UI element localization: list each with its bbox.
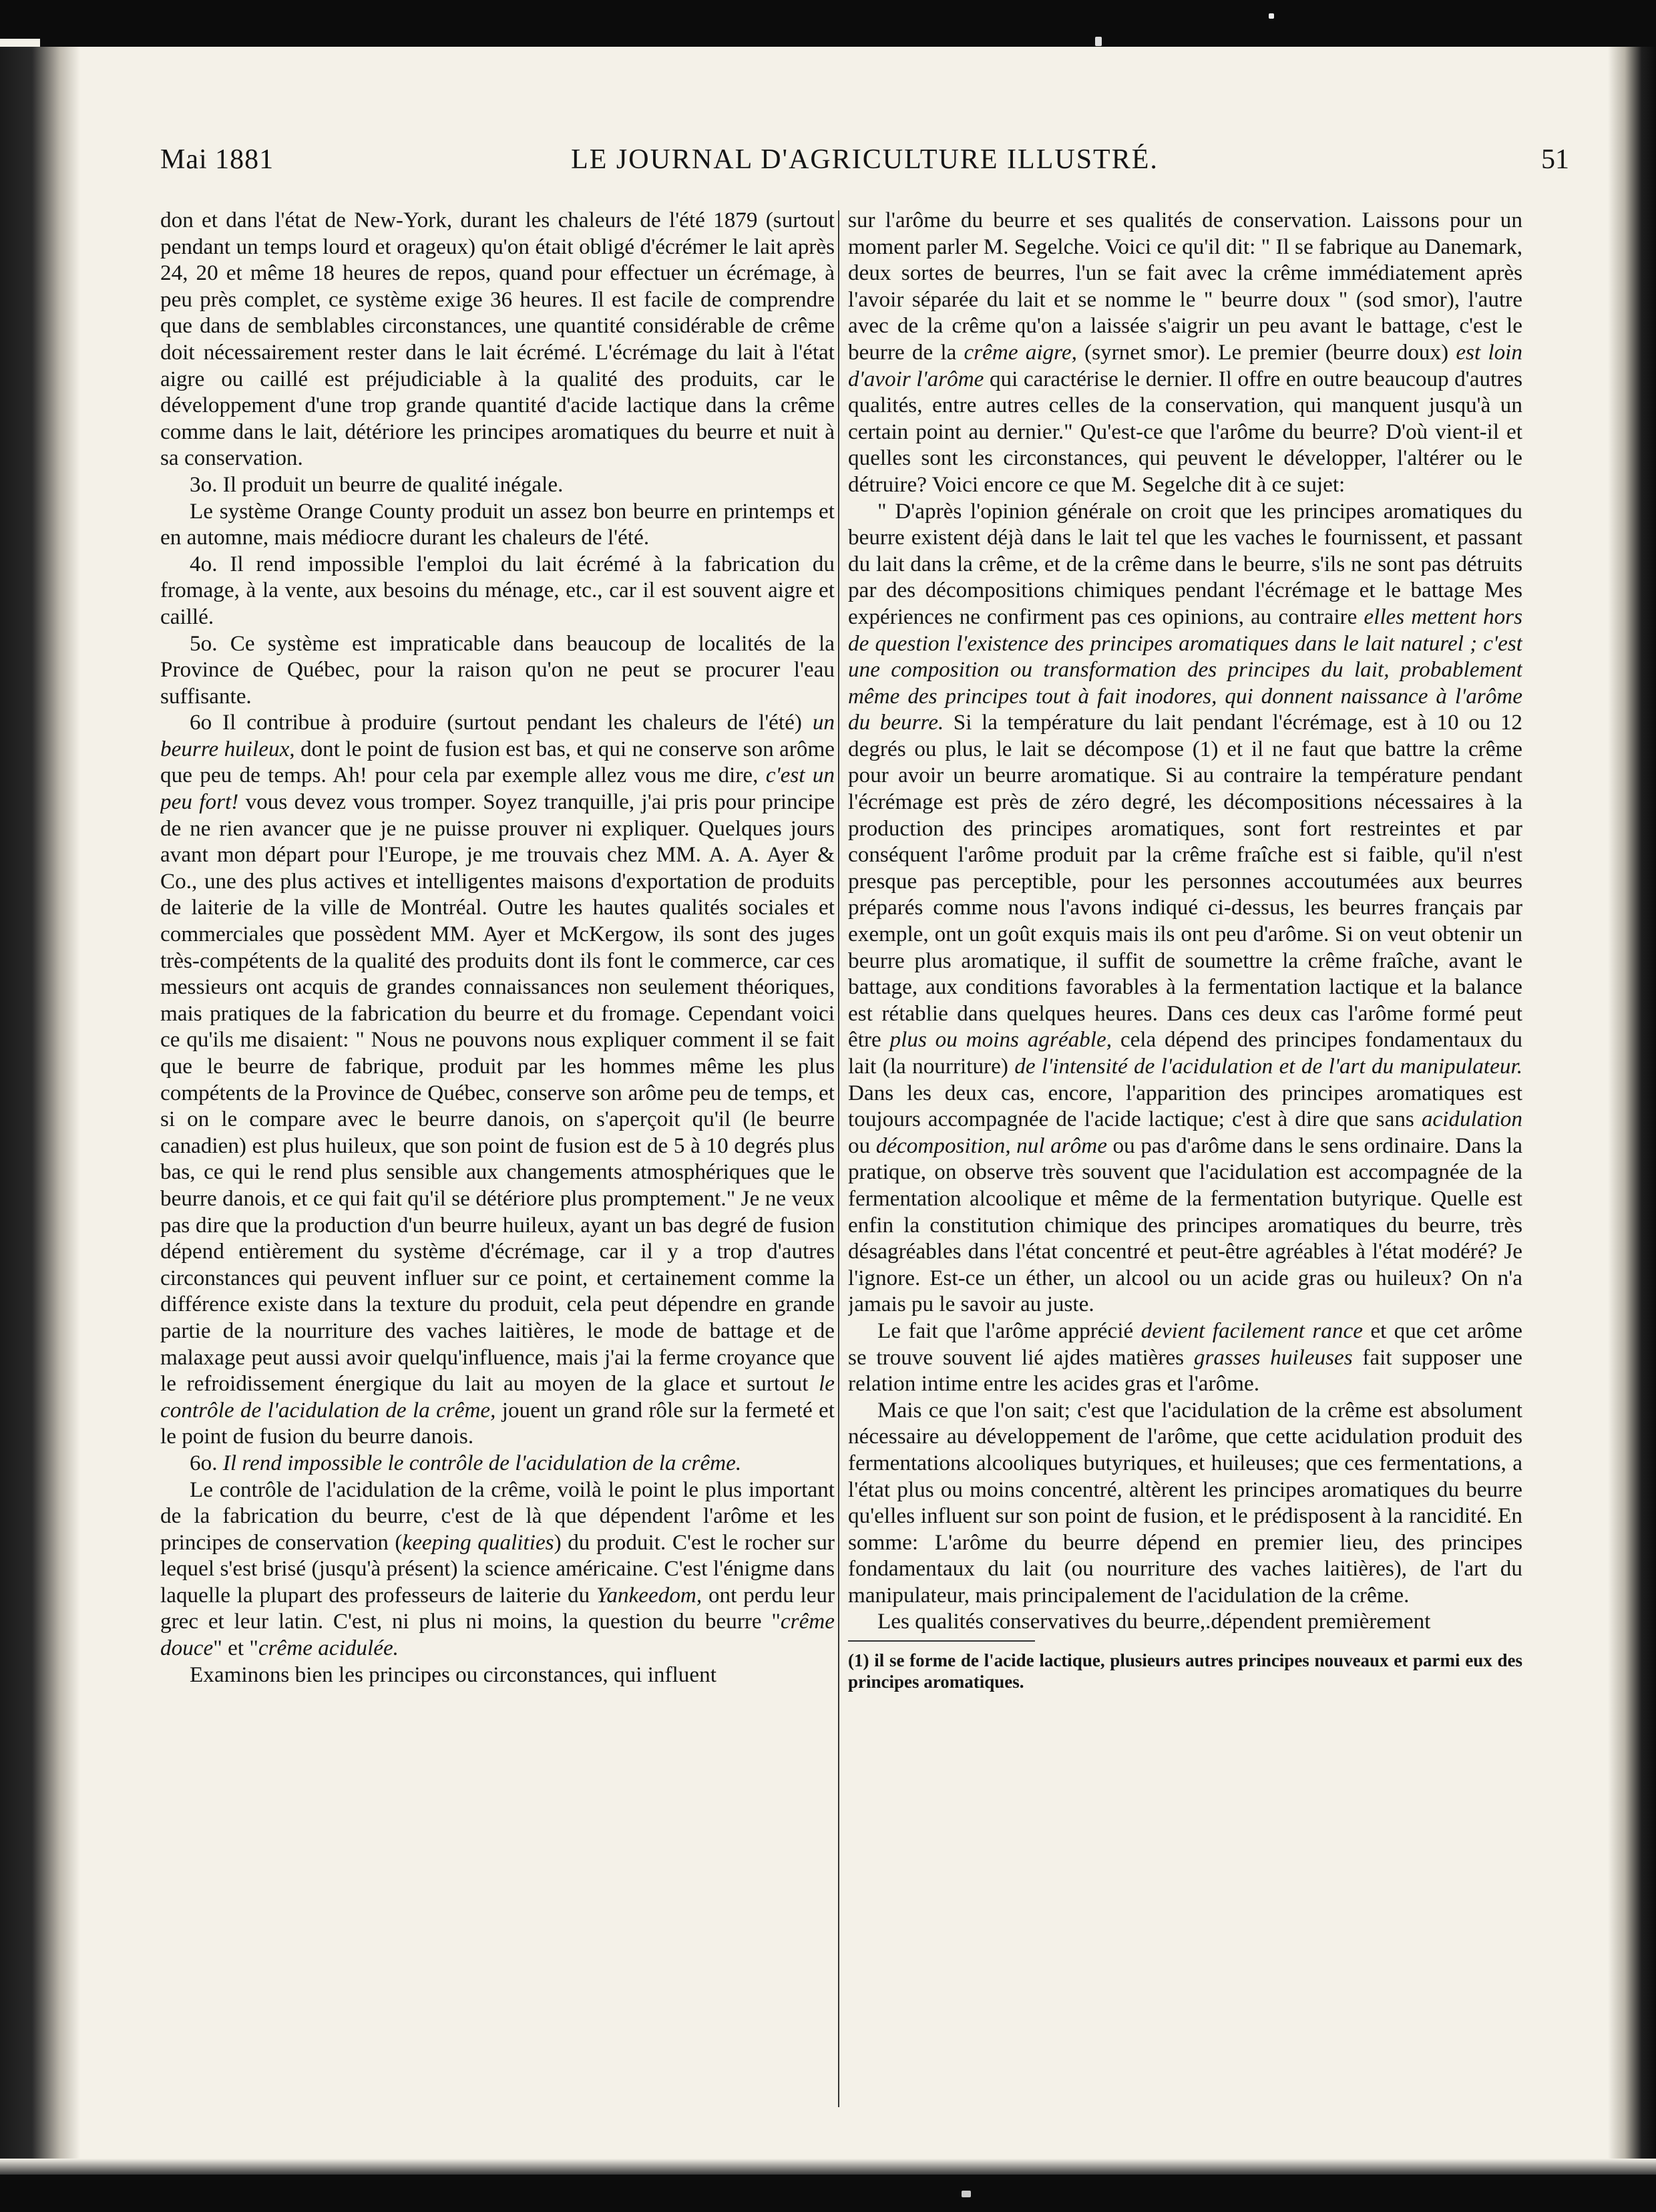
text-run: vous devez vous tromper. Soyez tranquille, j'ai pris pour principe de ne rien avancer que je ne puisse prouver ni expliquer. Quelques jours avant mon départ pour l'Europe, je me trouvais chez MM. A. A. Ayer & Co., une des plus actives et intelligentes maisons d'exportation de produits de laiterie de la ville de Montréal. Outre les hautes qualités sociales et commerciales que possèdent MM. Ayer et McKergow, ils sont des juges très-compétents de la qualité des produits dont ils font le commerce, car ces messieurs ont acquis de grandes connaissances non seulement théoriques, mais pratiques de la fabrication du beurre et du fromage. Cependant voici ce qu'ils me disaient: " Nous ne pouvons nous expliquer comment il se fait que le beurre de fabrique, produit par les hommes même les plus compétents de la Province de Québec, conserve son arôme peu de temps, et si on le compare avec le beurre danois, on s'aperçoit qu'il (le beurre canadien) est plus huileux, que son point de fusion est de 5 à 10 degrés plus bas, ce qui le rend plus sensible aux changements atmosphériques que le beurre danois, et ce qui fait qu'il se détériore plus promptement." Je ne veux pas dire que la production d'un beurre huileux, ayant un bas degré de fusion dépend entièrement du système d'écrémage, car il y a trop d'autres circonstances qui peuvent influer sur ce point, et certainement comme la différence existe dans la texture du produit, cela peut dépendre en grande partie de la nourriture des vaches laitières, le mode de battage et de malaxage peut aussi avoir quelqu'influence, mais j'ai la ferme croyance que le refroidissement énergique du lait au moyen de la glace et surtout [160, 789, 835, 1397]
italic-text: de l'intensité de l'acidulation et de l'art du manipulateur. [1014, 1054, 1522, 1079]
scan-speck [1269, 13, 1274, 19]
scan-top-border [0, 0, 1656, 47]
footnote: (1) il se forme de l'acide lactique, plusieurs autres principes nouveaux et parmi eux des principes aromatiques. [848, 1650, 1522, 1692]
italic-text: crême acidulée. [258, 1636, 399, 1661]
paragraph [160, 551, 835, 630]
text-run: ou [848, 1133, 876, 1158]
italic-text: c'est un peu fort! [160, 763, 835, 815]
text-run: 6o Il contribue à produire (surtout pendant les chaleurs de l'été) [190, 710, 813, 735]
italic-text: le contrôle de l'acidulation de la crême, [160, 1371, 835, 1423]
scan-right-border [1608, 47, 1656, 2175]
italic-text: elles mettent hors de question l'existence des principes aromatiques dans le lait naturel ; c'est une composition ou transformation des principes du lait, probablement même des principes tout à fait inodores, qui donnent naissance à l'arôme du beurre. [848, 604, 1522, 735]
text-run: ) du produit. C'est le rocher sur lequel s'est brisé (jusqu'à présent) la science américaine. C'est l'énigme dans laquelle la plupart des professeurs de laiterie du [160, 1529, 835, 1608]
paragraph [160, 630, 835, 710]
text-run: dont le point de fusion est bas, et qui ne conserve son arôme que peu de temps. Ah! pour cela par exemple allez vous me dire, [160, 736, 835, 788]
text-run: Examinons bien les principes ou circonstances, qui influent [190, 1662, 716, 1687]
text-run: 6o. [190, 1450, 223, 1475]
text-run: (syrnet smor). Le premier (beurre doux) [1076, 339, 1456, 365]
text-run: fait supposer une relation intime entre les acides gras et l'arôme. [848, 1344, 1522, 1397]
column-divider [838, 210, 839, 2107]
italic-text: devient facilement rance [1141, 1318, 1363, 1343]
text-run: qui caractérise le dernier. Il offre en outre beaucoup d'autres qualités, entre autres celles de la conservation, qui manquent jusqu'à un certain point au dernier." Qu'est-ce que l'arôme du beurre? D'où vient-il et quelles sont les circonstances, qui peuvent le développer, l'altérer ou le détruire? Voici encore ce que M. Segelche dit à ce sujet: [848, 366, 1522, 497]
scan-left-border [0, 47, 80, 2175]
issue-date: Mai 1881 [160, 144, 274, 175]
text-run: 3o. Il produit un beurre de qualité inégale. [190, 472, 564, 497]
paragraph [160, 1662, 835, 1688]
text-run: 5o. Ce système est impraticable dans beaucoup de localités de la Province de Québec, pour la raison qu'on ne peut se procurer l'eau suffisante. [160, 630, 835, 709]
italic-text: un beurre huileux, [160, 710, 835, 761]
italic-text: crême aigre, [964, 339, 1077, 365]
scan-speck [1095, 37, 1102, 46]
right-text-column [848, 207, 1522, 2124]
text-run: Le fait que l'arôme apprécié [877, 1318, 1141, 1343]
footnote-divider [848, 1640, 1035, 1642]
italic-text: Il rend impossible le contrôle de l'acidulation de la crême. [222, 1450, 742, 1475]
italic-text: keeping qualities [402, 1529, 554, 1555]
text-run: cela dépend des principes fondamentaux du lait (la nourriture) [848, 1027, 1522, 1079]
text-run: Le contrôle de l'acidulation de la crême, voilà le point le plus important de la fabrication du beurre, c'est de là que dépendent l'arôme et les principes de conservation ( [160, 1477, 835, 1555]
paragraph [848, 1397, 1522, 1609]
italic-text: crême douce [160, 1609, 835, 1661]
paragraph [160, 1477, 835, 1662]
page-header [160, 144, 1569, 184]
paragraph [160, 1450, 835, 1477]
italic-text: plus ou moins agréable, [889, 1027, 1112, 1053]
scan-bottom-border [0, 2175, 1656, 2212]
italic-text: grasses huileuses [1193, 1344, 1353, 1370]
italic-text: est loin d'avoir l'arôme [848, 339, 1522, 391]
text-run: ou pas d'arôme dans le sens ordinaire. Dans la pratique, on observe très souvent que l'acidulation est accompagnée de la fermentation alcoolique et même de la fermentation butyrique. Quelle est enfin la constitution chimique des principes aromatiques du beurre, très désagréables dans l'état concentré et peut-être agréables à l'état modéré? Je l'ignore. Est-ce un éther, un alcool ou un acide gras ou huileux? On n'a jamais pu le savoir au juste. [848, 1133, 1522, 1317]
text-run: jouent un grand rôle sur la fermeté et le point de fusion du beurre danois. [160, 1397, 835, 1449]
italic-text: acidulation [1421, 1107, 1522, 1132]
text-run: 4o. Il rend impossible l'emploi du lait écrémé à la fabrication du fromage, à la vente, aux besoins du ménage, etc., car il est souvent aigre et caillé. [160, 551, 835, 629]
text-run: Les qualités conservatives du beurre,.dépendent premièrement [877, 1609, 1431, 1634]
paragraph [848, 1318, 1522, 1397]
text-run: don et dans l'état de New-York, durant les chaleurs de l'été 1879 (surtout pendant un temps lourd et orageux) qu'on était obligé d'écrémer le lait après 24, 20 et même 18 heures de repos, quand pour effectuer un écrémage, à peu près complet, ce système exige 36 heures. Il est facile de comprendre que dans de semblables circonstances, une quantité considérable de crême doit nécessairement rester dans le lait écrémé. L'écrémage du lait à l'état aigre ou caillé est préjudiciable à la qualité des produits, car le développement d'une trop grande quantité d'acide lactique dans la crême comme dans le lait, détériore les principes aromatiques du beurre et nuit à sa conservation. [160, 208, 835, 471]
text-run: Dans les deux cas, encore, l'apparition des principes aromatiques est toujours accompagnée de l'acide lactique; c'est à dire que sans [848, 1080, 1522, 1132]
italic-text: Yankeedom, [596, 1582, 702, 1608]
paragraph [848, 207, 1522, 498]
text-run: " D'après l'opinion générale on croit que les principes aromatiques du beurre existent déjà dans le lait tel que les vaches le fournissent, et passant du lait dans la crême, et de la crême dans le beurre, s'ils ne sont pas détruits par des décompositions chimiques pendant l'écrémage et le battage Mes expériences ne confirment pas ces opinions, au contraire [848, 498, 1522, 629]
paragraph [160, 498, 835, 551]
left-text-column [160, 207, 835, 2124]
text-run: sur l'arôme du beurre et ses qualités de conservation. Laissons pour un moment parler M. Segelche. Voici ce qu'il dit: " Il se fabrique au Danemark, deux sortes de beurres, l'un se fait avec la crême immédiatement après l'avoir séparée du lait et se nomme le " beurre doux " (sod smor), l'autre avec de la crême qu'on a laissée s'aigrir un peu avant le battage, c'est le beurre de la [848, 208, 1522, 365]
journal-title: LE JOURNAL D'AGRICULTURE ILLUSTRÉ. [571, 144, 1159, 175]
paragraph [160, 207, 835, 472]
paragraph [160, 709, 835, 1450]
paragraph [848, 1608, 1522, 1635]
paragraph [160, 472, 835, 498]
text-run: " et " [213, 1636, 258, 1661]
text-run: Si la température du lait pendant l'écrémage, est à 10 ou 12 degrés ou plus, le lait se décompose (1) et il ne faut que battre la crême pour avoir un beurre aromatique. Si au contraire la température pendant l'écrémage est près de zéro degré, les décompositions nécessaires à la production des principes aromatiques, sont fort restreintes et par conséquent l'arôme produit par la crême fraîche est si faible, qu'il n'est presque pas perceptible, pour les personnes accoutumées aux beurres préparés comme nous l'avons indiqué ci-dessus, les beurres français par exemple, ont un goût exquis mais ils ont peu d'arôme. Si on veut obtenir un beurre plus aromatique, il suffit de soumettre la crême fraîche, avant le battage, aux conditions favorables à la fermentation lactique et la balance est rétablie dans quelques heures. Dans ces deux cas l'arôme formé peut être [848, 710, 1522, 1053]
text-run: Le système Orange County produit un assez bon beurre en printemps et en automne, mais médiocre durant les chaleurs de l'été. [160, 498, 835, 550]
text-run: et que cet arôme se trouve souvent lié ajdes matières [848, 1318, 1522, 1370]
text-run: Mais ce que l'on sait; c'est que l'acidulation de la crême est absolument nécessaire au développement de l'arôme, que cette acidulation produit des fermentations alcooliques butyriques, et huileuses; que ces fermentations, a l'état plus ou moins concentré, altèrent les principes aromatiques du beurre qu'elles influent sur son point de fusion, et le prédisposent à la rancidité. En somme: L'arôme du beurre dépend en premier lieu, des principes fondamentaux du lait (ou nourriture des vaches laitières), de l'art du manipulateur, mais principalement de l'acidulation de la crême. [848, 1397, 1522, 1608]
page-number: 51 [1541, 144, 1569, 175]
italic-text: décomposition, nul arôme [875, 1133, 1107, 1158]
text-run: ont perdu leur grec et leur latin. C'est, ni plus ni moins, la question du beurre " [160, 1582, 835, 1634]
paragraph [848, 498, 1522, 1318]
scan-speck [962, 2191, 971, 2197]
